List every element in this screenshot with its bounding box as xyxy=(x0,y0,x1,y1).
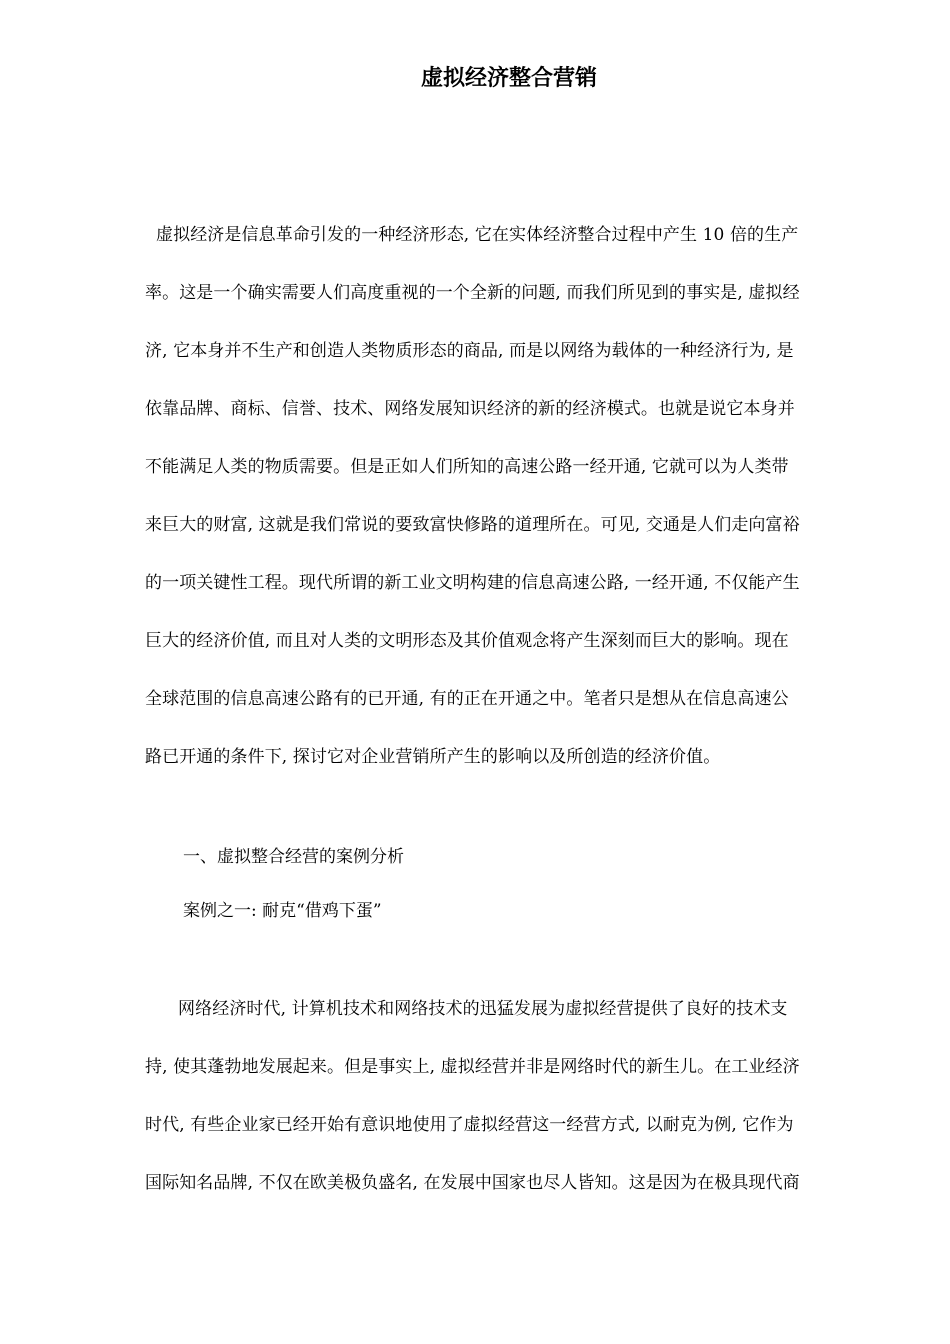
case-heading: 案例之一: 耐克“借鸡下蛋” xyxy=(183,901,382,921)
section-heading: 一、虚拟整合经营的案例分析 xyxy=(183,847,404,867)
text-line: 的一项关键性工程。现代所谓的新工业文明构建的信息高速公路, 一经开通, 不仅能产生 xyxy=(145,573,800,593)
text-line: 时代, 有些企业家已经开始有意识地使用了虚拟经营这一经营方式, 以耐克为例, 它作为 xyxy=(145,1115,794,1135)
text-line: 国际知名品牌, 不仅在欧美极负盛名, 在发展中国家也尽人皆知。这是因为在极具现代商 xyxy=(145,1173,800,1193)
text-line: 全球范围的信息高速公路有的已开通, 有的正在开通之中。笔者只是想从在信息高速公 xyxy=(145,689,789,709)
text-line: 路已开通的条件下, 探讨它对企业营销所产生的影响以及所创造的经济价值。 xyxy=(145,747,721,767)
intro-paragraph xyxy=(145,206,875,786)
text-line: 网络经济时代, 计算机技术和网络技术的迅猛发展为虚拟经营提供了良好的技术支 xyxy=(145,999,788,1019)
text-line: 持, 使其蓬勃地发展起来。但是事实上, 虚拟经营并非是网络时代的新生儿。在工业经济 xyxy=(145,1057,800,1077)
case-paragraph xyxy=(145,980,875,1212)
text-line: 率。这是一个确实需要人们高度重视的一个全新的问题, 而我们所见到的事实是, 虚拟经 xyxy=(145,283,800,303)
text-line: 来巨大的财富, 这就是我们常说的要致富快修路的道理所在。可见, 交通是人们走向富裕 xyxy=(145,515,800,535)
text-line: 济, 它本身并不生产和创造人类物质形态的商品, 而是以网络为载体的一种经济行为, 是 xyxy=(145,341,794,361)
text-line: 不能满足人类的物质需要。但是正如人们所知的高速公路一经开通, 它就可以为人类带 xyxy=(145,457,789,477)
section-headings xyxy=(145,830,875,938)
document-title: 虚拟经济整合营销 xyxy=(420,65,597,91)
text-line: 巨大的经济价值, 而且对人类的文明形态及其价值观念将产生深刻而巨大的影响。现在 xyxy=(145,631,789,651)
text-line: 依靠品牌、商标、信誉、技术、网络发展知识经济的新的经济模式。也就是说它本身并 xyxy=(145,399,795,419)
text-line: 虚拟经济是信息革命引发的一种经济形态, 它在实体经济整合过程中产生 10 倍的生产 xyxy=(145,225,799,245)
